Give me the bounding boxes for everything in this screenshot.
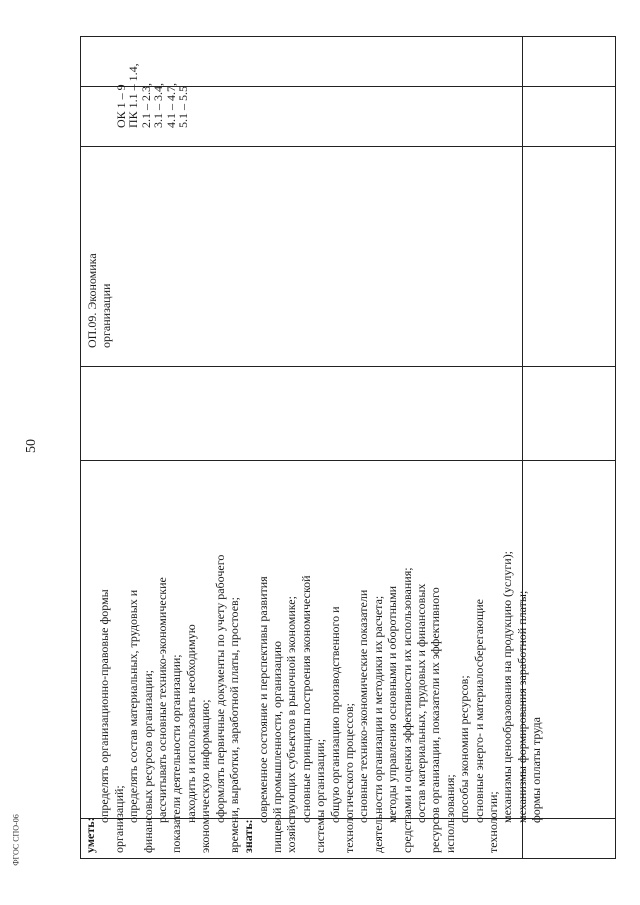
- skill-line: средствами и оценки эффективности их использования;: [399, 567, 414, 853]
- skill-line: основные технико-экономические показатели: [356, 589, 371, 823]
- skill-line: способы экономии ресурсов;: [457, 675, 472, 823]
- competency-pk-2: 2.1 – 2.3,: [138, 83, 153, 128]
- skills-knowledge-list: [83, 465, 544, 853]
- skill-line: времени, выработки, заработной платы, простоев;: [226, 596, 241, 853]
- skill-line: современное состояние и перспективы развития: [255, 576, 270, 823]
- competency-pk-4: 4.1 – 4.7,: [163, 83, 178, 128]
- skill-line: технологического процессов;: [342, 703, 357, 853]
- skill-line: показатели деятельности организации;: [169, 654, 184, 853]
- skills-knowledge-cell: [82, 461, 544, 855]
- skill-line: использования;: [442, 774, 457, 853]
- discipline-name-continued: организации: [99, 283, 114, 348]
- section-heading: знать:: [241, 819, 256, 853]
- skill-line: пищевой промышленности, организацию: [270, 641, 285, 853]
- skill-line: состав материальных, трудовых и финансовых: [413, 583, 428, 823]
- skill-line: оформлять первичные документы по учету рабочего: [212, 554, 227, 823]
- competency-ok: ОК 1 – 9: [114, 84, 128, 128]
- skill-line: формы оплаты труда: [529, 717, 544, 823]
- competency-pk-5: 5.1 – 5.5: [175, 86, 190, 128]
- skill-line: технологии;: [485, 791, 500, 853]
- column-divider-3: [80, 366, 616, 367]
- skill-line: определять организационно-правовые формы: [97, 589, 112, 823]
- column-divider-2: [80, 146, 616, 147]
- competency-pk-3: 3.1 – 3.4,: [151, 83, 166, 128]
- skill-line: определять состав материальных, трудовых и: [126, 589, 141, 823]
- skill-line: хозяйствующих субъектов в рыночной экономике;: [284, 596, 299, 853]
- skill-line: общую организацию производственного и: [327, 606, 342, 823]
- discipline-cell: [84, 150, 114, 350]
- skill-line: методы управления основными и оборотными: [385, 585, 400, 823]
- skill-line: экономическую информацию;: [198, 699, 213, 853]
- skill-line: основные принципы построения экономической: [298, 575, 313, 823]
- skill-line: рассчитывать основные технико-экономические: [154, 577, 169, 823]
- footer-stamp: ФГОС СПО-06: [11, 814, 21, 866]
- skill-line: финансовых ресурсов организации;: [140, 670, 155, 853]
- skill-line: механизмы формирования заработной платы;: [514, 590, 529, 823]
- skill-line: деятельности организации и методики их расчета;: [370, 595, 385, 853]
- skill-line: организаций;: [111, 785, 126, 853]
- page-number: 50: [24, 439, 39, 453]
- skill-line: находить и использовать необходимую: [183, 624, 198, 823]
- skill-line: ресурсов организации, показатели их эффективного: [428, 587, 443, 853]
- discipline-name: ОП.09. Экономика: [85, 253, 99, 348]
- competency-pk: ПК 1.1 – 1.4,: [126, 63, 141, 128]
- competencies-cell: [114, 30, 190, 130]
- skill-line: механизмы ценообразования на продукцию (услуги);: [500, 550, 515, 823]
- skill-line: системы организации;: [313, 738, 328, 853]
- section-heading: уметь:: [83, 817, 97, 853]
- skill-line: основные энерго- и материалосберегающие: [471, 599, 486, 823]
